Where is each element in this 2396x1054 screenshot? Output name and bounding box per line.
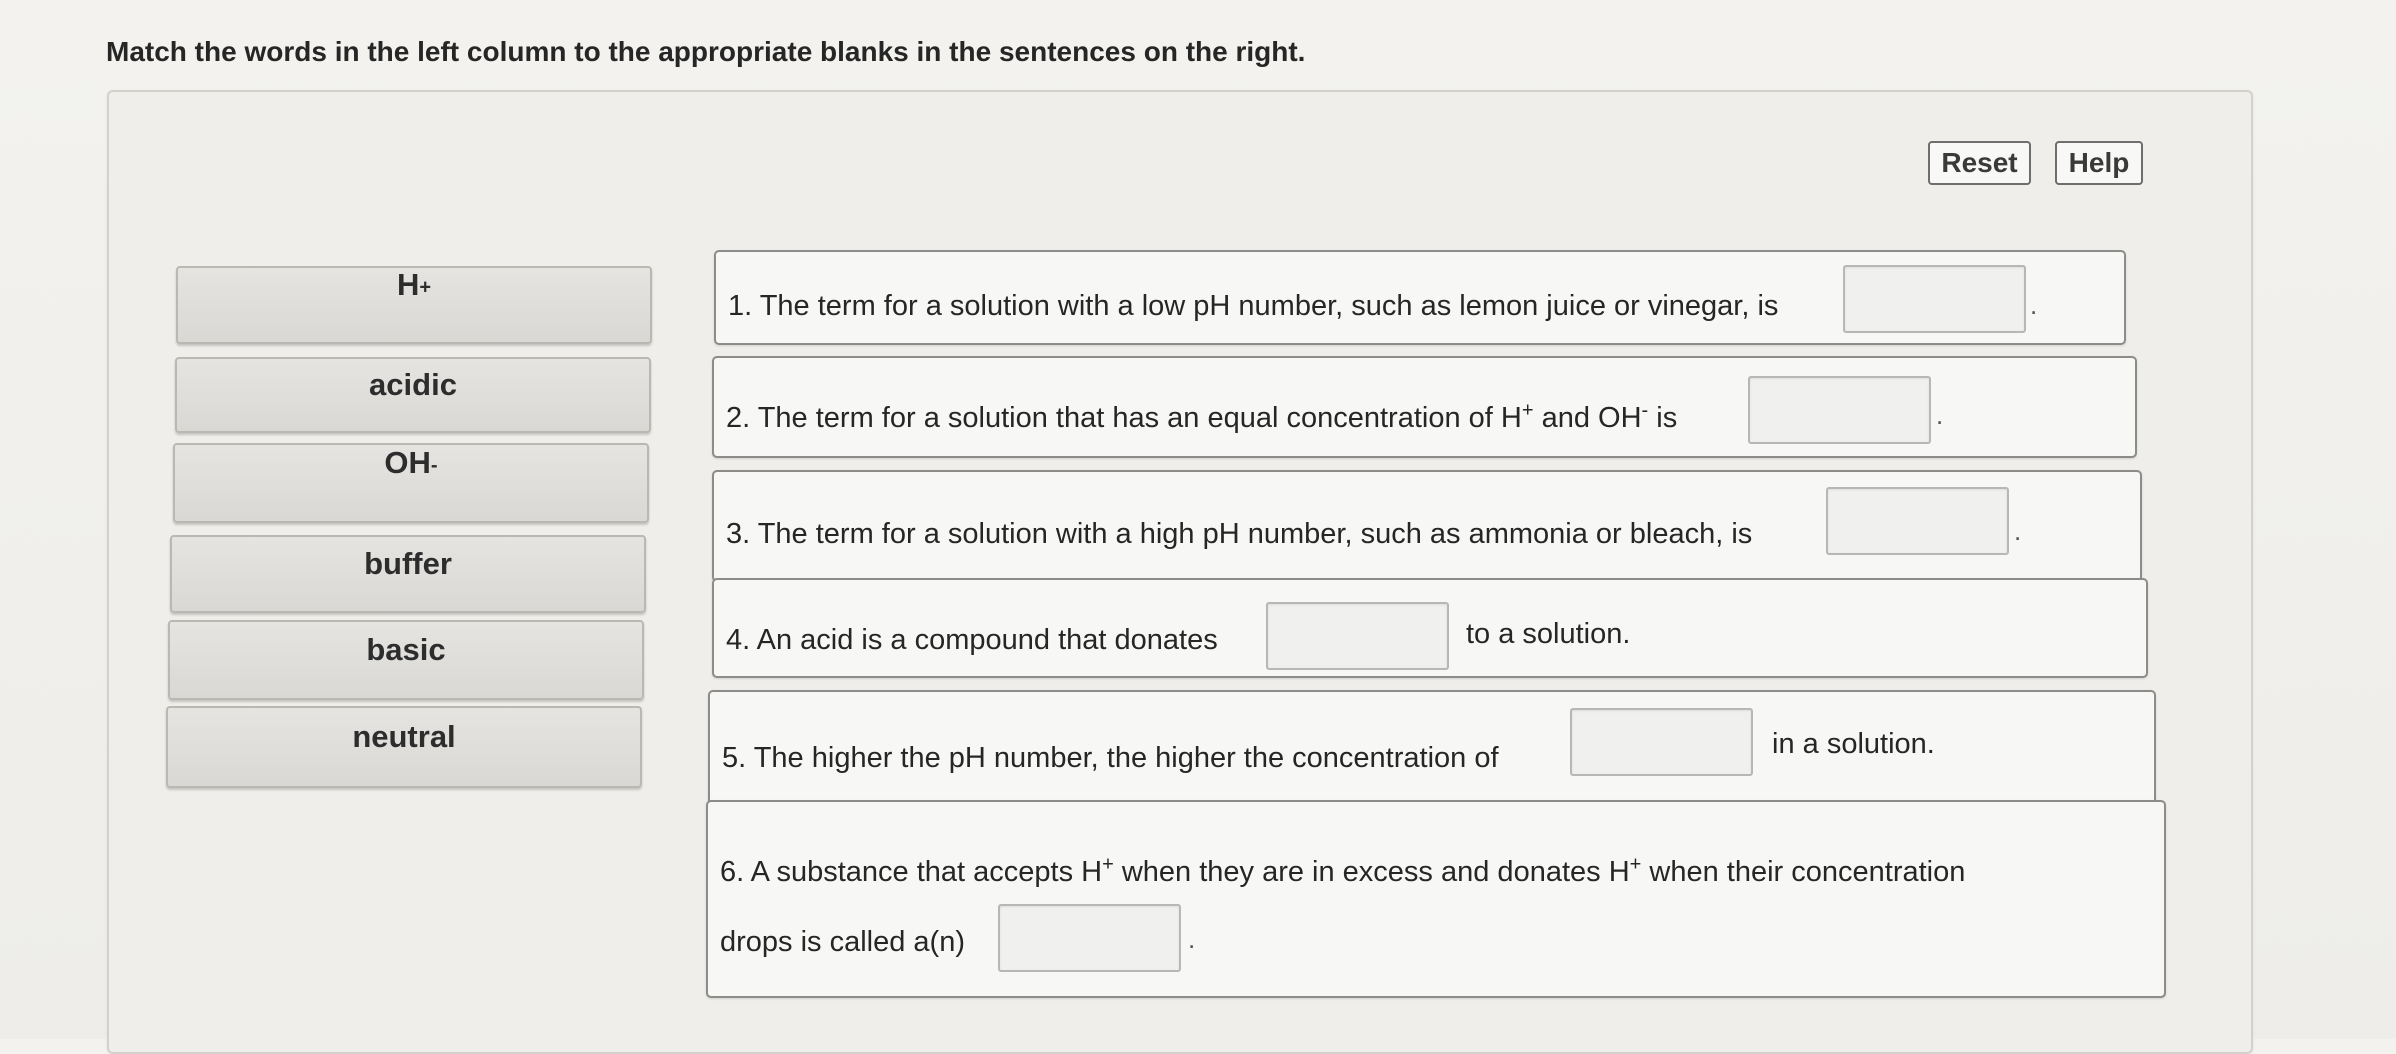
sentence-1: 1. The term for a solution with a low pH number, such as lemon juice or vinegar, is . — [714, 250, 2126, 345]
sentence-6: 6. A substance that accepts H+ when they are in excess and donates H+ when their concentration drops is called a(n) . — [706, 800, 2166, 998]
blank-3[interactable] — [1826, 487, 2009, 555]
sentence-6-line-1: 6. A substance that accepts H+ when they are in excess and donates H+ when their concentration — [720, 853, 1966, 888]
word-tile-oh-minus[interactable]: OH- — [173, 443, 649, 523]
word-tile-buffer[interactable]: buffer — [170, 535, 646, 613]
sentence-5-text-before: 5. The higher the pH number, the higher the concentration of — [722, 742, 1499, 774]
word-tile-acidic[interactable]: acidic — [175, 357, 651, 433]
sentence-4-text-after: to a solution. — [1466, 618, 1631, 650]
word-tile-neutral[interactable]: neutral — [166, 706, 642, 788]
sentence-5 — [708, 690, 2156, 808]
blank-1[interactable] — [1843, 265, 2026, 333]
sentence-2: 2. The term for a solution that has an equal concentration of H+ and OH- is . — [712, 356, 2137, 458]
sentence-1-text: 1. The term for a solution with a low pH number, such as lemon juice or vinegar, is — [728, 290, 1779, 322]
blank-4[interactable] — [1266, 602, 1449, 670]
sentence-6-line-2: drops is called a(n) — [720, 926, 965, 958]
reset-button[interactable]: Reset — [1928, 141, 2031, 185]
word-tile-basic[interactable]: basic — [168, 620, 644, 700]
sentence-3-text: 3. The term for a solution with a high pH number, such as ammonia or bleach, is — [726, 518, 1753, 550]
instruction-text: Match the words in the left column to the appropriate blanks in the sentences on the right. — [106, 36, 1306, 67]
sentence-4-text-before: 4. An acid is a compound that donates — [726, 624, 1218, 656]
help-button[interactable]: Help — [2055, 141, 2143, 185]
sentence-3: 3. The term for a solution with a high pH number, such as ammonia or bleach, is . — [712, 470, 2142, 582]
sentence-4 — [712, 578, 2148, 678]
word-tile-h-plus[interactable]: H+ — [176, 266, 652, 344]
sentence-5-text-after: in a solution. — [1772, 728, 1935, 760]
blank-6[interactable] — [998, 904, 1181, 972]
blank-2[interactable] — [1748, 376, 1931, 444]
blank-5[interactable] — [1570, 708, 1753, 776]
sentence-2-text: 2. The term for a solution that has an equal concentration of H+ and OH- is — [726, 399, 1678, 434]
